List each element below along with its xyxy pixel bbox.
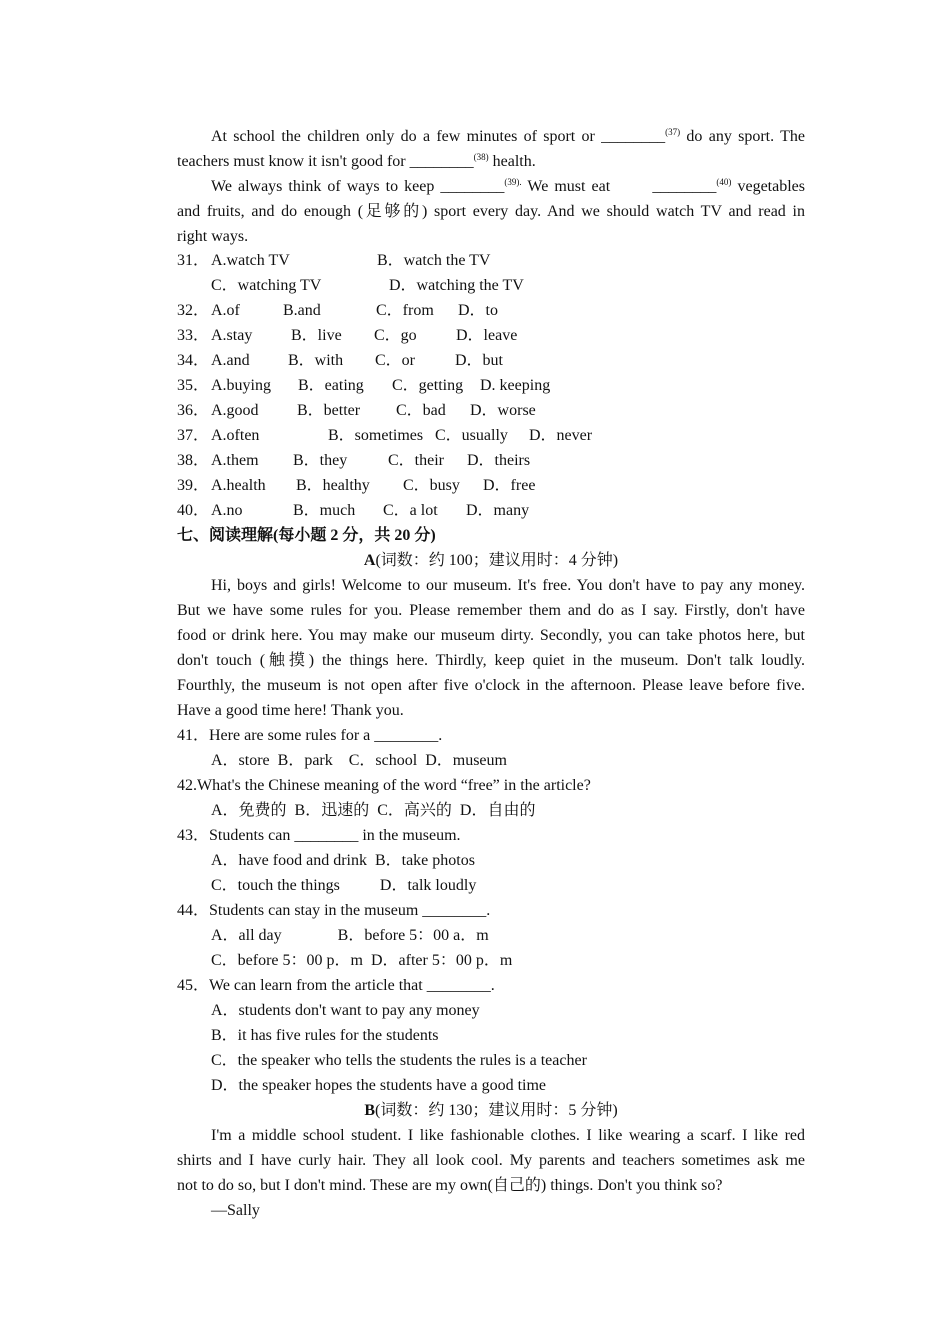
question-options [177, 948, 805, 973]
cloze-text: health. [488, 153, 536, 170]
passage-line [177, 573, 805, 598]
option-a: A.often [211, 427, 260, 444]
option-a: A.buying [211, 377, 271, 394]
option-a: A.watch TV [211, 252, 290, 269]
passage-text: shirts and I have curly hair. They all look cool. My parents and teachers sometimes ask me [177, 1152, 805, 1169]
passage-line [177, 698, 805, 723]
blank-number: (40) [716, 177, 732, 187]
option-b: B．with [288, 352, 344, 369]
option-b: B．eating [298, 377, 364, 394]
q44-options-row1: A．all day B．before 5：00 a．m [211, 927, 489, 944]
option-a: A.stay [211, 327, 253, 344]
option-a: A.of [211, 302, 240, 319]
option-c: C．bad [396, 402, 446, 419]
passage-a-header [177, 548, 805, 573]
cloze-text: vegetables [731, 178, 805, 195]
passage-line [177, 623, 805, 648]
q44-options-row2: C．before 5：00 p．m D．after 5：00 p．m [211, 952, 513, 969]
option-d: D．watching the TV [389, 277, 524, 294]
option-d: D．leave [456, 327, 518, 344]
question-number: 34． [177, 352, 210, 369]
option-c: C．their [388, 452, 444, 469]
cloze-line [177, 174, 805, 199]
q45-option-b: B．it has five rules for the students [211, 1027, 439, 1044]
option-b: B．live [291, 327, 342, 344]
cloze-text: and fruits, and do enough (足够的) sport every day. And we should watch TV and read in [177, 203, 805, 220]
option-d: D．free [483, 477, 536, 494]
option-c: C．watching TV [211, 277, 322, 294]
q41-stem: 41．Here are some rules for a ________. [177, 727, 443, 744]
passage-line [177, 1173, 805, 1198]
cloze-question [177, 373, 805, 398]
option-d: D. keeping [480, 377, 551, 394]
q41-options: A．store B．park C．school D．museum [211, 752, 507, 769]
question-number: 40． [177, 502, 210, 519]
question-options [177, 873, 805, 898]
cloze-line [177, 149, 805, 174]
question-option [177, 1073, 805, 1098]
blank-number: (39). [504, 177, 522, 187]
signature: —Sally [211, 1202, 260, 1219]
option-b: B．better [297, 402, 361, 419]
passage-line [177, 648, 805, 673]
passage-text: food or drink here. You may make our museum dirty. Secondly, you can take photos here, but [177, 627, 805, 644]
q42-options: A．免费的 B．迅速的 C．高兴的 D．自由的 [211, 802, 536, 819]
question-number: 31． [177, 252, 210, 269]
section-heading [177, 523, 805, 548]
passage-line [177, 1148, 805, 1173]
passage-text: not to do so, but I don't mind. These are my own(自己的) things. Don't you think so? [177, 1177, 723, 1194]
passage-line [177, 673, 805, 698]
question-number: 33． [177, 327, 210, 344]
question-number: 37． [177, 427, 210, 444]
option-a: A.them [211, 452, 259, 469]
passage-label: B [364, 1102, 375, 1119]
q45-option-a: A．students don't want to pay any money [211, 1002, 480, 1019]
question-number: 35． [177, 377, 210, 394]
question-stem [177, 823, 805, 848]
option-b: B．much [293, 502, 356, 519]
cloze-question [177, 423, 805, 448]
passage-line [177, 1123, 805, 1148]
question-stem [177, 973, 805, 998]
option-b: B.and [283, 302, 321, 319]
option-c: C．usually [435, 427, 508, 444]
question-number: 32． [177, 302, 210, 319]
cloze-text: We must eat ________ [521, 178, 717, 195]
option-b: B．they [293, 452, 348, 469]
option-a: A.good [211, 402, 259, 419]
q45-option-d: D．the speaker hopes the students have a good time [211, 1077, 547, 1094]
question-stem [177, 723, 805, 748]
option-c: C．go [374, 327, 417, 344]
cloze-text: do any sport. The [680, 128, 806, 145]
option-c: C．from [376, 302, 434, 319]
cloze-question [177, 473, 805, 498]
q45-stem: 45．We can learn from the article that ________. [177, 977, 495, 994]
option-c: C．a lot [383, 502, 438, 519]
option-b: B．sometimes [328, 427, 424, 444]
q43-options-row1: A．have food and drink B．take photos [211, 852, 475, 869]
cloze-text: We always think of ways to keep ________ [211, 178, 505, 195]
cloze-question [177, 323, 805, 348]
blank-number: (38) [473, 152, 489, 162]
passage-text: Hi, boys and girls! Welcome to our museum. It's free. You don't have to pay any money. [211, 577, 805, 594]
option-b: B．watch the TV [377, 252, 491, 269]
option-c: C．getting [392, 377, 464, 394]
cloze-line [177, 199, 805, 224]
passage-line [177, 598, 805, 623]
passage-text: Have a good time here! Thank you. [177, 702, 404, 719]
passage-text: But we have some rules for you. Please remember them and do as I say. Firstly, don't have [177, 602, 805, 619]
cloze-text: At school the children only do a few minutes of sport or ________ [211, 128, 666, 145]
question-options [177, 923, 805, 948]
cloze-question [177, 248, 805, 273]
cloze-line [177, 224, 805, 248]
passage-info: (词数：约 130；建议用时：5 分钟) [375, 1102, 618, 1119]
cloze-question [177, 273, 805, 298]
option-d: D．worse [470, 402, 536, 419]
passage-b-header [177, 1098, 805, 1123]
question-option [177, 998, 805, 1023]
option-d: D．theirs [467, 452, 531, 469]
question-stem [177, 773, 805, 798]
cloze-text: teachers must know it isn't good for ________ [177, 153, 474, 170]
question-options [177, 848, 805, 873]
question-number: 36． [177, 402, 210, 419]
option-d: D．many [466, 502, 530, 519]
option-d: D．to [458, 302, 499, 319]
q43-options-row2: C．touch the things D．talk loudly [211, 877, 477, 894]
option-a: A.and [211, 352, 250, 369]
blank-number: (37) [665, 127, 681, 137]
passage-info: (词数：约 100；建议用时：4 分钟) [375, 552, 619, 569]
cloze-question [177, 398, 805, 423]
cloze-question [177, 348, 805, 373]
q45-option-c: C．the speaker who tells the students the rules is a teacher [211, 1052, 587, 1069]
q44-stem: 44．Students can stay in the museum ________. [177, 902, 491, 919]
question-options [177, 748, 805, 773]
cloze-text: right ways. [177, 228, 249, 245]
question-stem [177, 898, 805, 923]
passage-text: don't touch (触摸) the things here. Thirdly, keep quiet in the museum. Don't talk loudly. [177, 652, 805, 669]
question-number: 39． [177, 477, 210, 494]
question-number: 38． [177, 452, 210, 469]
question-options [177, 798, 805, 823]
option-c: C．or [375, 352, 416, 369]
question-option [177, 1023, 805, 1048]
option-a: A.no [211, 502, 243, 519]
cloze-line [177, 124, 805, 149]
option-d: D．never [529, 427, 593, 444]
option-a: A.health [211, 477, 266, 494]
exam-page [177, 124, 805, 1223]
option-c: C．busy [403, 477, 460, 494]
q42-stem: 42.What's the Chinese meaning of the word “free” in the article? [177, 777, 591, 794]
passage-label: A [363, 552, 376, 569]
cloze-question [177, 448, 805, 473]
q43-stem: 43．Students can ________ in the museum. [177, 827, 461, 844]
section-title: 七、阅读理解(每小题 2 分，共 20 分) [177, 527, 436, 544]
cloze-question [177, 298, 805, 323]
option-d: D．but [455, 352, 504, 369]
signature-line [177, 1198, 805, 1223]
passage-text: I'm a middle school student. I like fashionable clothes. I like wearing a scarf. I like red [211, 1127, 805, 1144]
cloze-question [177, 498, 805, 523]
question-option [177, 1048, 805, 1073]
option-b: B．healthy [296, 477, 370, 494]
passage-text: Fourthly, the museum is not open after five o'clock in the afternoon. Please leave before five. [177, 677, 805, 694]
